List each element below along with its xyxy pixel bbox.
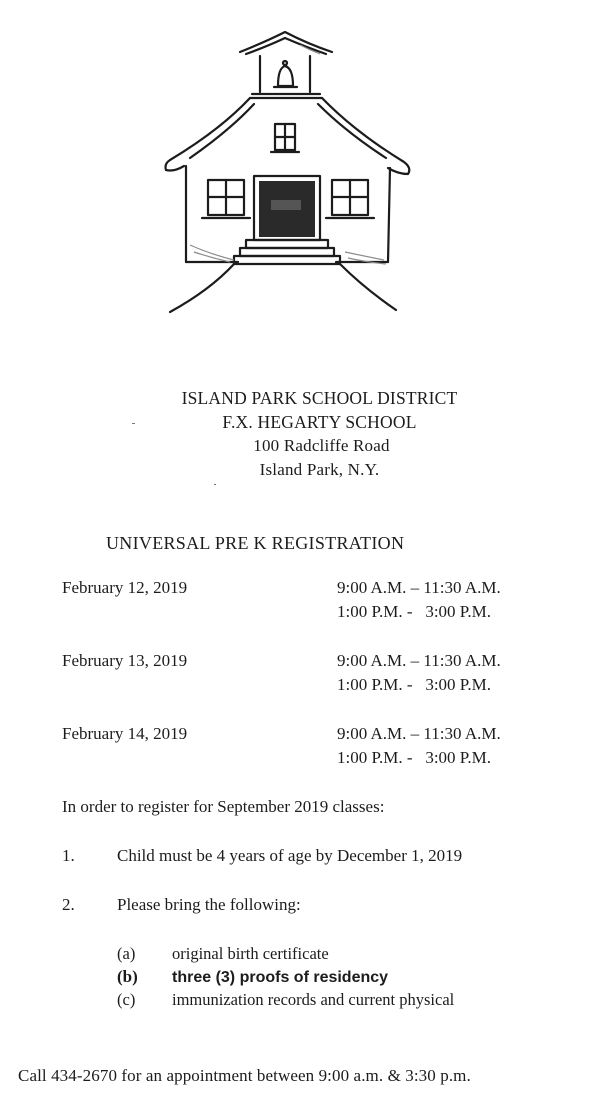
requirement-number: 1.: [62, 846, 75, 865]
list-item: [117, 990, 454, 1013]
appointment-note: Call 434-2670 for an appointment between 9:00 a.m. & 3:30 p.m.: [18, 1066, 471, 1085]
page-title: UNIVERSAL PRE K REGISTRATION: [106, 533, 405, 553]
schedule-row: [62, 724, 562, 797]
schedule-afternoon-hours: 1:00 P.M. - 3:00 P.M.: [337, 748, 491, 767]
list-item: [117, 944, 454, 967]
list-item-letter: (b): [117, 967, 138, 986]
registration-schedule: [62, 578, 562, 797]
scan-speck: [132, 423, 135, 424]
requirement-number: 2.: [62, 895, 75, 914]
list-item-text: three (3) proofs of residency: [172, 969, 389, 986]
scan-speck: [214, 484, 216, 485]
schedule-afternoon-hours: 1:00 P.M. - 3:00 P.M.: [337, 602, 491, 621]
schedule-row: [62, 651, 562, 724]
intro-text: In order to register for September 2019 classes:: [62, 797, 385, 816]
schedule-row: [62, 578, 562, 651]
school-name: F.X. HEGARTY SCHOOL: [222, 412, 417, 432]
schedule-morning-hours: 9:00 A.M. – 11:30 A.M.: [337, 651, 501, 670]
requirement-text: Please bring the following:: [117, 895, 301, 914]
district-name: ISLAND PARK SCHOOL DISTRICT: [181, 388, 458, 408]
schoolhouse-icon: [150, 30, 425, 320]
city-state: Island Park, N.Y.: [259, 460, 380, 479]
list-item-text: immunization records and current physical: [172, 990, 455, 1009]
list-item-text: original birth certificate: [172, 944, 329, 963]
schedule-afternoon-hours: 1:00 P.M. - 3:00 P.M.: [337, 675, 491, 694]
schedule-date: February 13, 2019: [62, 651, 188, 670]
requirement-text: Child must be 4 years of age by December 1, 2019: [117, 846, 463, 865]
school-address-block: [0, 386, 609, 482]
street-address: 100 Radcliffe Road: [253, 436, 390, 455]
list-item: [117, 967, 454, 990]
schedule-morning-hours: 9:00 A.M. – 11:30 A.M.: [337, 724, 501, 743]
schedule-morning-hours: 9:00 A.M. – 11:30 A.M.: [337, 578, 501, 597]
requirement-item: [62, 895, 301, 915]
list-item-letter: (a): [117, 944, 136, 963]
requirement-item: [62, 846, 462, 866]
bring-items-list: [117, 944, 454, 1013]
schedule-date: February 12, 2019: [62, 578, 188, 597]
schedule-date: February 14, 2019: [62, 724, 188, 743]
list-item-letter: (c): [117, 990, 136, 1009]
